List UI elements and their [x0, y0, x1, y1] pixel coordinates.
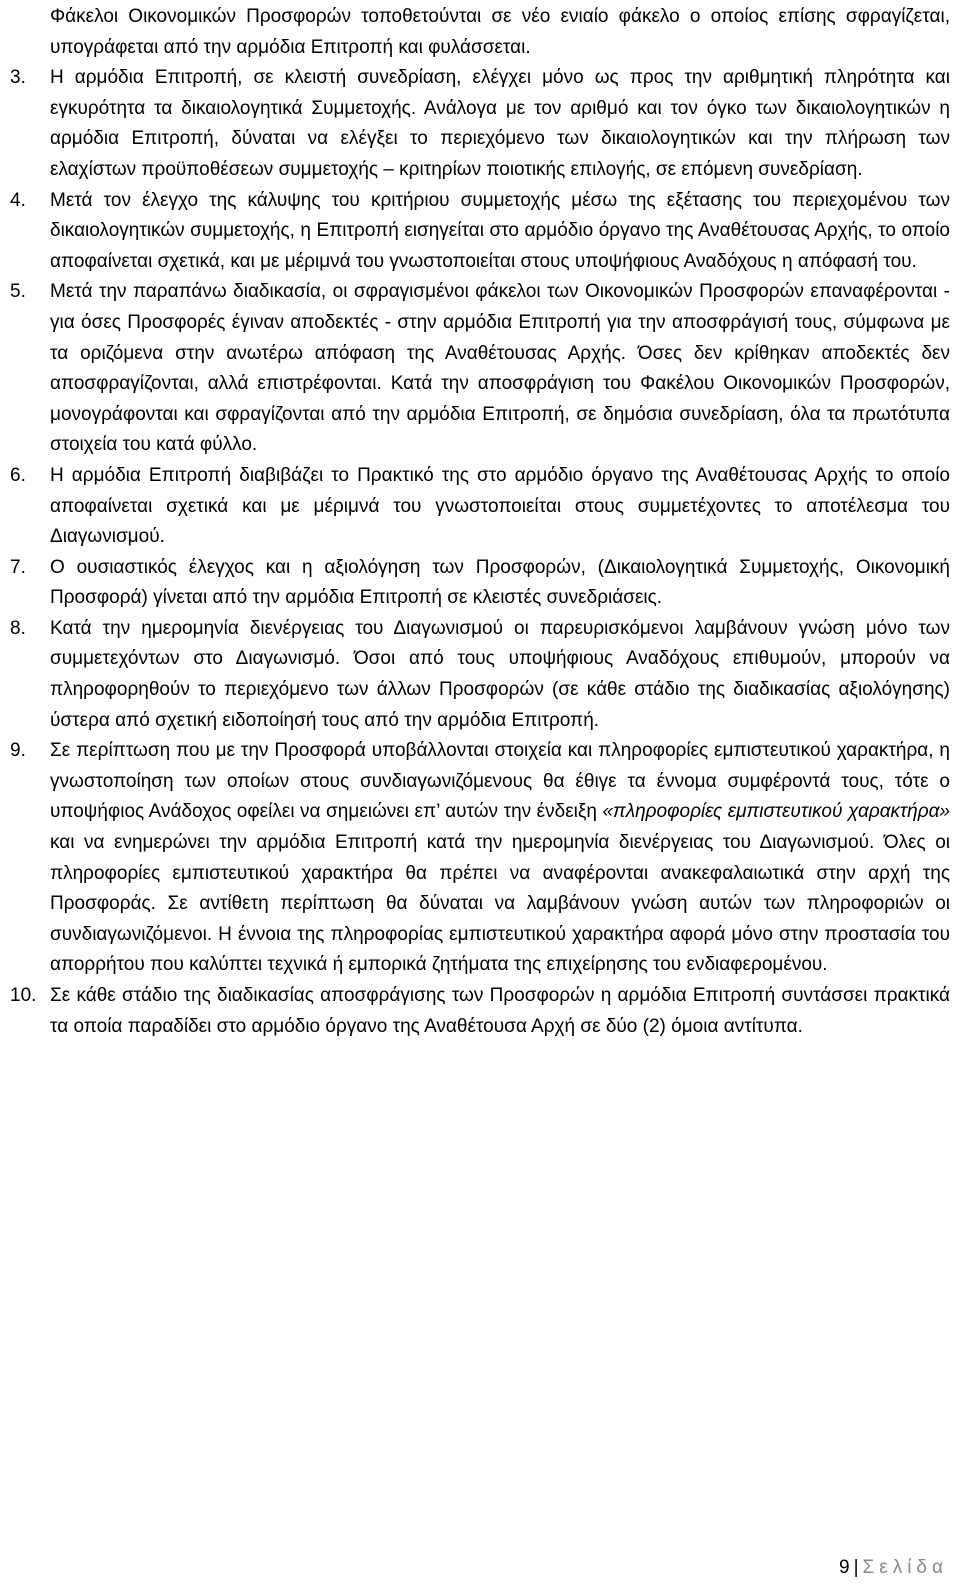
list-item-number: 4. — [10, 189, 26, 211]
list-item-5 — [10, 277, 950, 461]
list-item-number: 8. — [10, 617, 26, 639]
list-item-8 — [10, 614, 950, 736]
list-item-number: 6. — [10, 464, 26, 486]
page-footer — [839, 1556, 948, 1580]
confidential-marking-italic: «πληροφορίες εμπιστευτικού χαρακτήρα» — [602, 801, 950, 823]
text-after-italic: και να ενημερώνει την αρμόδια Επιτροπή κατά την ημερομηνία διενέργειας του Διαγωνισμού. Όλες οι πληροφορίες εμπιστευτικού χαρακτήρα θα πρέπει να αναφέρονται ανακεφαλαιωτικά στην αρχή της Προσφοράς. Σε αντίθετη περίπτωση θα δύναται να λαμβάνουν γνώση αυτών των πληροφοριών οι συνδιαγωνιζόμενοι. Η έννοια της πληροφορίας εμπιστευτικού χαρακτήρα αφορά μόνο στην προστασία του απορρήτου που καλύπτει τεχνικά ή εμπορικά ζητήματα της επιχείρησης του ενδιαφερομένου. — [50, 832, 950, 976]
list-item-text: Μετά τον έλεγχο της κάλυψης του κριτήριου συμμετοχής μέσω της εξέτασης του περιεχομένου των δικαιολογητικών συμμετοχής, η Επιτροπή εισηγείται στο αρμόδιο όργανο της Αναθέτουσας Αρχής, το οποίο αποφαίνεται σχετικά, και με μέριμνά του γνωστοποιείται στους υποψήφιους Αναδόχους η απόφασή του. — [50, 189, 950, 272]
list-item-text: Μετά την παραπάνω διαδικασία, οι σφραγισμένοι φάκελοι των Οικονομικών Προσφορών επαναφέρονται - για όσες Προσφορές έγιναν αποδεκτές - στην αρμόδια Επιτροπή για την αποσφράγισή τους, σύμφωνα με τα οριζόμενα στην ανωτέρω απόφαση της Αναθέτουσας Αρχής. Όσες δεν κρίθηκαν αποδεκτές δεν αποσφραγίζονται, αλλά επιστρέφονται. Κατά την αποσφράγιση του Φακέλου Οικονομικών Προσφορών, μονογράφονται και σφραγίζονται από την αρμόδια Επιτροπή, σε δημόσια συνεδρίαση, όλα τα πρωτότυπα στοιχεία του κατά φύλλο. — [50, 281, 950, 456]
list-item-number: 3. — [10, 67, 26, 89]
list-item-9 — [10, 736, 950, 981]
list-item-number: 7. — [10, 556, 26, 578]
list-item-number: 9. — [10, 740, 26, 762]
list-item-text: Σε κάθε στάδιο της διαδικασίας αποσφράγισης των Προσφορών η αρμόδια Επιτροπή συντάσσει πρακτικά τα οποία παραδίδει στο αρμόδιο όργανο της Αναθέτουσα Αρχή σε δύο (2) όμοια αντίτυπα. — [50, 985, 950, 1037]
intro-paragraph: Φάκελοι Οικονομικών Προσφορών τοποθετούνται σε νέο ενιαίο φάκελο ο οποίος επίσης σφραγίζεται, υπογράφεται από την αρμόδια Επιτροπή και φυλάσσεται. — [50, 6, 950, 58]
document-body — [10, 2, 950, 1042]
list-item-7 — [10, 553, 950, 614]
page-label: Σελίδα — [862, 1557, 948, 1578]
list-item-text: Η αρμόδια Επιτροπή, σε κλειστή συνεδρίαση, ελέγχει μόνο ως προς την αριθμητική πληρότητα και εγκυρότητα τα δικαιολογητικά Συμμετοχής. Ανάλογα με τον αριθμό και τον όγκο των δικαιολογητικών η αρμόδια Επιτροπή, δύναται να ελέγξει το περιεχόμενο των δικαιολογητικών και την πλήρωση των ελαχίστων προϋποθέσεων συμμετοχής – κριτηρίων ποιοτικής επιλογής, σε επόμενη συνεδρίαση. — [50, 67, 950, 180]
footer-separator: | — [853, 1557, 859, 1578]
page-number: 9 — [838, 1557, 850, 1578]
list-item-10 — [10, 981, 950, 1042]
list-item-text — [50, 736, 950, 981]
list-item-number: 5. — [10, 281, 26, 303]
list-item-text: Ο ουσιαστικός έλεγχος και η αξιολόγηση των Προσφορών, (Δικαιολογητικά Συμμετοχής, Οικονομική Προσφορά) γίνεται από την αρμόδια Επιτροπή σε κλειστές συνεδριάσεις. — [50, 556, 950, 609]
list-item-4 — [10, 186, 950, 278]
list-item-number: 10. — [10, 985, 37, 1006]
list-item-text: Η αρμόδια Επιτροπή διαβιβάζει το Πρακτικό της στο αρμόδιο όργανο της Αναθέτουσας Αρχής το οποίο αποφαίνεται σχετικά και με μέριμνά του γνωστοποιείται στους συμμετέχοντες το αποτέλεσμα του Διαγωνισμού. — [50, 464, 950, 548]
list-item-text: Κατά την ημερομηνία διενέργειας του Διαγωνισμού οι παρευρισκόμενοι λαμβάνουν γνώση μόνο των συμμετεχόντων στο Διαγωνισμό. Όσοι από τους υποψήφιους Αναδόχους επιθυμούν, μπορούν να πληροφορηθούν το περιεχόμενο των άλλων Προσφορών (σε κάθε στάδιο της διαδικασίας αξιολόγησης) ύστερα από σχετική ειδοποίησή τους από την αρμόδια Επιτροπή. — [50, 617, 950, 731]
list-item-3 — [10, 63, 950, 185]
text-before-italic: Σε περίπτωση που με την Προσφορά υποβάλλονται στοιχεία και πληροφορίες εμπιστευτικού χαρακτήρα, η γνωστοποίηση των οποίων στους συνδιαγωνιζόμενους θα έθιγε τα έννομα συμφέροντά τους, τότε ο υποψήφιος Ανάδοχος οφείλει να σημειώνει επ’ αυτών την ένδειξη — [50, 740, 950, 823]
list-item-6 — [10, 461, 950, 553]
